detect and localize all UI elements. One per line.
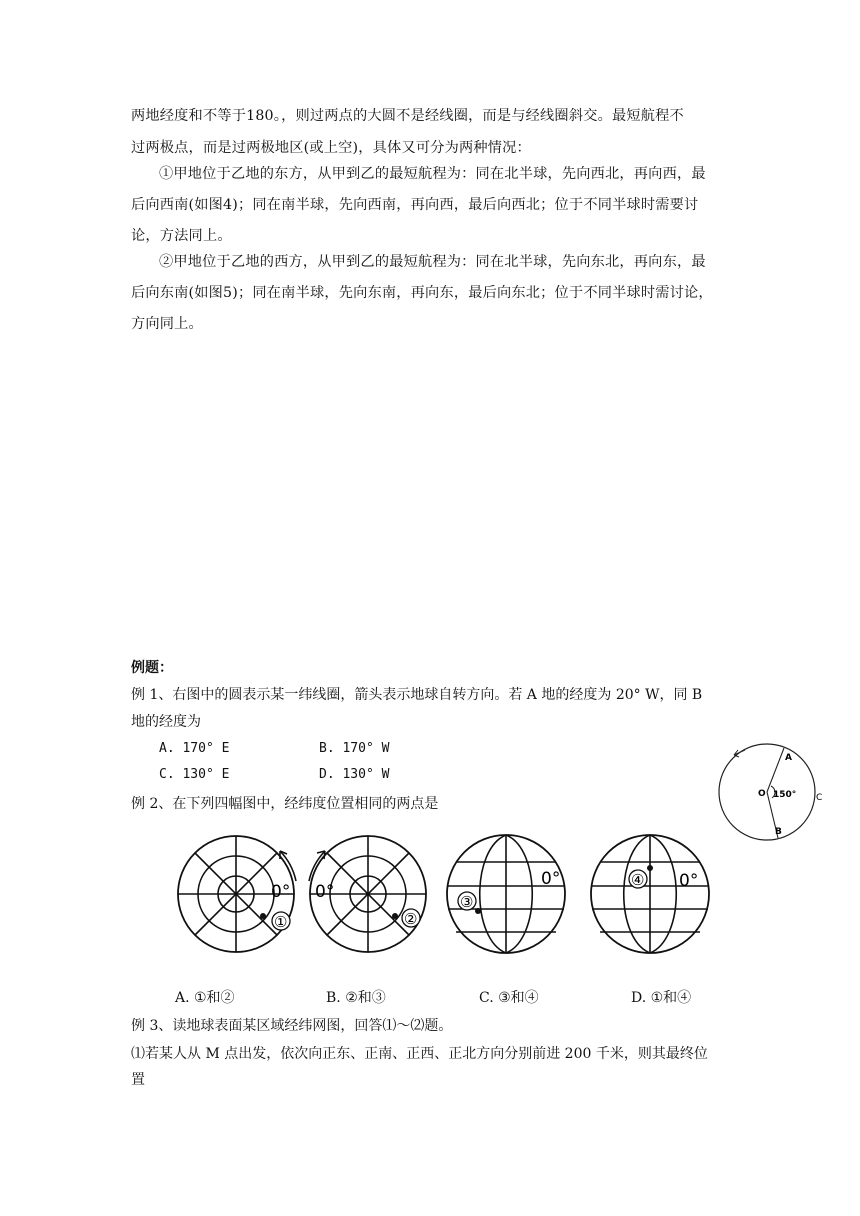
radius-oa <box>767 748 784 792</box>
marker-4: ④ <box>631 871 645 889</box>
case1-line-1: ①甲地位于乙地的东方，从甲到乙的最短航程为：同在北半球，先向西北，再向西，最 <box>159 166 706 182</box>
ex1-option-d: D. 130° W <box>319 767 390 782</box>
ex1-stem-line-1: 例 1、右图中的圆表示某一纬线圈，箭头表示地球自转方向。若 A 地的经度为 20° W，同 B <box>131 687 703 703</box>
marker-1: ① <box>274 913 288 931</box>
case2-line-1: ②甲地位于乙地的西方，从甲到乙的最短航程为：同在北半球，先向东北，再向东，最 <box>159 254 706 270</box>
ex3-q1-line-1: ⑴若某人从 M 点出发，依次向正东、正南、正西、正北方向分别前进 200 千米，则其最终位 <box>131 1046 708 1062</box>
ex2-figure-2 <box>305 829 435 955</box>
marker-3: ③ <box>460 893 474 911</box>
angle-label: 150° <box>773 790 797 800</box>
ex2-figure-4 <box>585 829 715 955</box>
point-marker <box>260 913 266 919</box>
ex2-option-a: A. ①和② <box>175 990 235 1006</box>
meridian-label: 0° <box>315 882 335 902</box>
point-marker <box>475 908 481 914</box>
meridian-label: 0° <box>541 869 561 889</box>
label-c: C <box>816 793 823 803</box>
intro-line-2: 过两极点，而是过两极地区(或上空)，具体又可分为两种情况： <box>131 140 531 156</box>
ex3-stem: 例 3、读地球表面某区域经纬网图，回答⑴～⑵题。 <box>131 1018 453 1034</box>
ex1-latitude-circle-figure <box>712 738 830 848</box>
meridian-label: 0° <box>679 871 699 891</box>
ex1-option-b: B. 170° W <box>319 741 390 756</box>
ex2-option-c: C. ③和④ <box>479 990 539 1006</box>
ex3-q1-line-2: 置 <box>131 1072 145 1088</box>
case2-line-3: 方向同上。 <box>131 316 203 332</box>
intro-line-1: 两地经度和不等于180。，则过两点的大圆不是经线圈，而是与经线圈斜交。最短航程不 <box>131 108 684 124</box>
case1-line-3: 论，方法同上。 <box>131 228 232 244</box>
ex2-stem: 例 2、在下列四幅图中，经纬度位置相同的两点是 <box>131 796 439 812</box>
ex2-figure-1 <box>173 829 303 955</box>
ex1-option-a: A. 170° E <box>159 741 230 756</box>
ex1-stem-line-2: 地的经度为 <box>131 714 201 730</box>
ex2-option-d: D. ①和④ <box>631 990 692 1006</box>
point-marker <box>647 865 653 871</box>
label-a: A <box>785 753 792 763</box>
case1-line-2: 后向西南(如图4)；同在南半球，先向西南，再向西，最后向西北；位于不同半球时需要讨 <box>131 197 699 213</box>
case2-line-2: 后向东南(如图5)；同在南半球，先向东南，再向东，最后向东北；位于不同半球时需讨论， <box>131 285 713 301</box>
ex2-figure-3 <box>441 829 571 955</box>
point-marker <box>392 913 398 919</box>
examples-heading: 例题： <box>131 660 173 676</box>
rotation-arrow-icon <box>280 851 296 881</box>
ex1-option-c: C. 130° E <box>159 767 230 782</box>
label-b: B <box>775 827 782 837</box>
meridian-label: 0° <box>271 882 291 902</box>
label-o: O <box>758 789 766 799</box>
ex2-option-b: B. ②和③ <box>326 990 386 1006</box>
marker-2: ② <box>404 910 418 928</box>
